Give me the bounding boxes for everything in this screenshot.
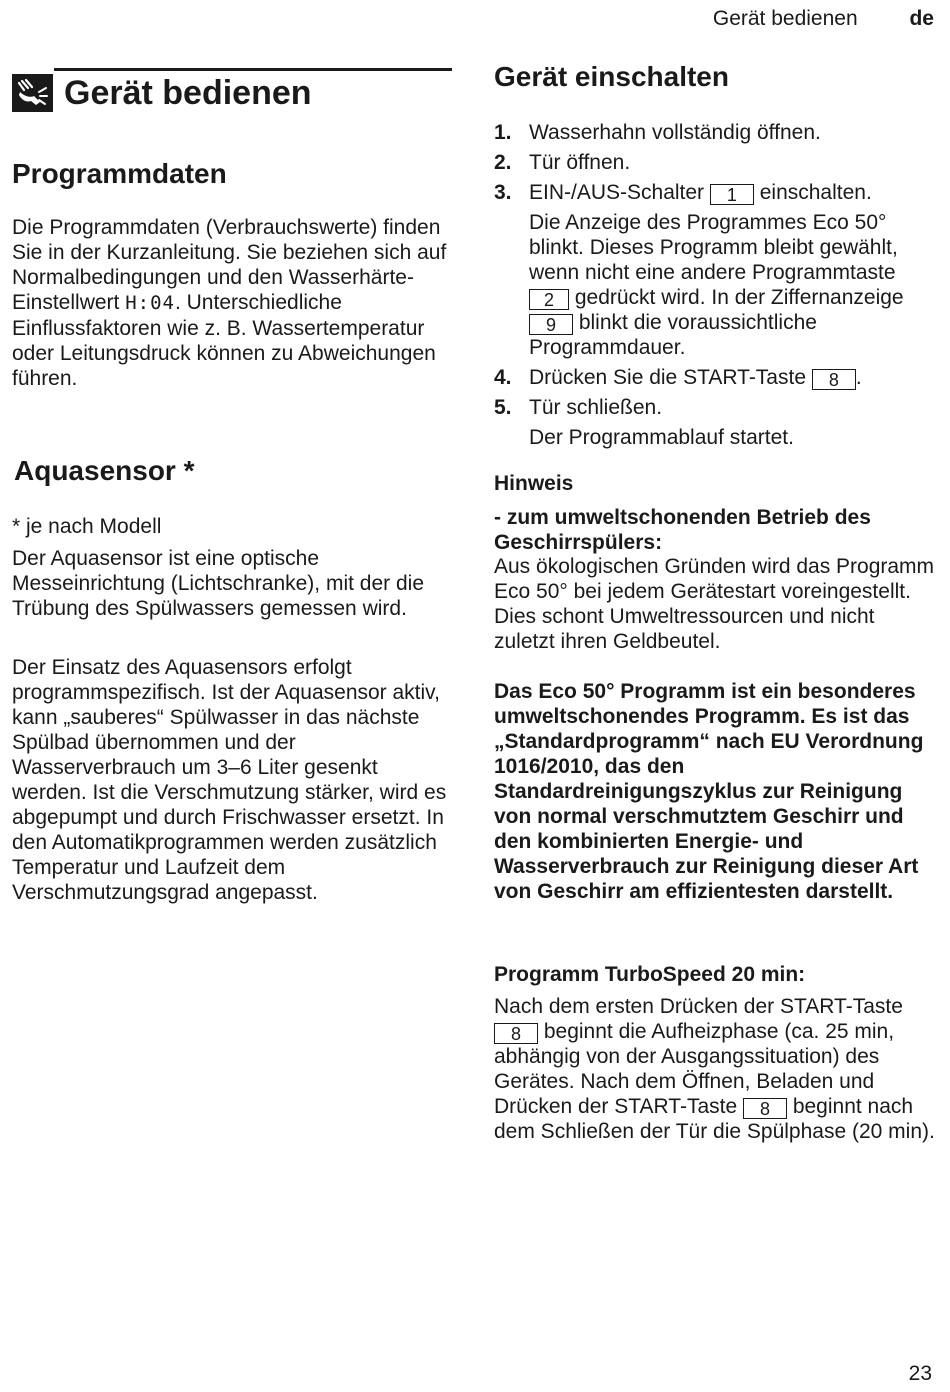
note-title: Hinweis xyxy=(494,472,574,495)
step-2 xyxy=(494,150,938,175)
operating-hand-icon xyxy=(12,74,53,112)
section-heading-einschalten: Gerät einschalten xyxy=(494,61,729,92)
step-1-number: 1. xyxy=(494,121,512,144)
turbospeed-text-b: beginnt die Aufheizphase (ca. 25 min, abhängig von der Ausgangssituation) des Gerätes. Nach dem Öffnen, Beladen und Drücken der START-Taste xyxy=(494,1020,895,1118)
aquasensor-para-1: Der Aquasensor ist eine optische Messeinrichtung (Lichtschranke), mit der die Trübung des Spülwassers gemessen wird. xyxy=(12,547,425,620)
step-4-text-before: Drücken Sie die START-Taste xyxy=(529,366,812,389)
section-heading-programmdaten: Programmdaten xyxy=(12,158,227,189)
running-head-title: Gerät bedienen xyxy=(712,7,858,30)
step-5-detail: Der Programmablauf startet. xyxy=(529,426,794,449)
switch-on-steps xyxy=(494,120,938,450)
step-5-text: Tür schließen. xyxy=(529,396,663,419)
step-3 xyxy=(494,180,938,360)
step-3-text-before: EIN-/AUS-Schalter xyxy=(529,181,710,204)
programmdaten-text-before: Die Programmdaten (Verbrauchswerte) finden Sie in der Kurzanleitung. Sie beziehen sich auf Normalbedingungen und den Wasserhärte-Einstellwert xyxy=(12,216,447,314)
programmdaten-text-after: . Unterschiedliche Einflussfaktoren wie z. B. Wassertemperatur oder Leitungsdruck können zu Abweichungen führen. xyxy=(12,291,436,390)
step-3-number: 3. xyxy=(494,181,512,204)
step-3-detail xyxy=(529,210,938,360)
step-4-number: 4. xyxy=(494,366,512,389)
key-8-start-turbo-2: 8 xyxy=(743,1098,787,1119)
turbospeed-text xyxy=(494,994,938,1144)
key-9-digit-display: 9 xyxy=(529,314,573,335)
language-code: de xyxy=(909,7,934,30)
chapter-rule xyxy=(54,68,452,71)
step-3-detail-b: gedrückt wird. In der Ziffernanzeige xyxy=(569,286,904,309)
step-4 xyxy=(494,365,938,390)
running-head xyxy=(713,6,934,31)
step-3-text-after: einschalten. xyxy=(753,181,872,204)
programmdaten-text xyxy=(12,215,452,391)
step-5 xyxy=(494,395,938,450)
step-2-text: Tür öffnen. xyxy=(529,151,631,174)
turbospeed-text-c: beginnt nach dem Schließen der Tür die Spülphase (20 min). xyxy=(494,1095,935,1143)
note-subtitle: - zum umweltschonenden Betrieb des Geschirrspülers: xyxy=(494,506,871,554)
key-1-onoff: 1 xyxy=(710,184,754,205)
note-para-2: Das Eco 50° Programm ist ein besonderes umweltschonendes Programm. Es ist das „Standardprogramm“ nach EU Verordnung 1016/2010, das den Standardreinigungszyklus zur Reinigung von normal verschmutztem Geschirr und den kombinierten Energie- und Wasserverbrauch zur Reinigung dieser Art von Geschirr am effizientesten darstellt. xyxy=(494,680,924,903)
section-heading-aquasensor: Aquasensor * xyxy=(14,455,195,486)
key-2-program: 2 xyxy=(529,289,569,310)
step-4-text-after: . xyxy=(855,366,862,389)
page-number: 23 xyxy=(908,1362,932,1385)
key-8-start: 8 xyxy=(812,369,856,390)
note-para-1: Aus ökologischen Gründen wird das Programm Eco 50° bei jedem Gerätestart voreingestellt. Dies schont Umweltressourcen und nicht zuletzt ihren Geldbeutel. xyxy=(494,555,935,653)
chapter-title: Gerät bedienen xyxy=(64,74,312,112)
aquasensor-footnote: * je nach Modell xyxy=(12,515,162,538)
step-3-detail-a: Die Anzeige des Programmes Eco 50° blinkt. Dieses Programm bleibt gewählt, wenn nicht eine andere Programmtaste xyxy=(529,211,898,284)
step-2-number: 2. xyxy=(494,151,512,174)
step-1 xyxy=(494,120,938,145)
key-8-start-turbo-1: 8 xyxy=(494,1023,538,1044)
turbospeed-title: Programm TurboSpeed 20 min: xyxy=(494,963,806,986)
step-5-number: 5. xyxy=(494,396,512,419)
step-3-detail-c: blinkt die voraussichtliche Programmdauer. xyxy=(529,311,817,359)
aquasensor-para-2: Der Einsatz des Aquasensors erfolgt programmspezifisch. Ist der Aquasensor aktiv, kann „sauberes“ Spülwasser in das nächste Spülbad übernommen und der Wasserverbrauch um 3–6 Liter gesenkt werden. Ist die Verschmutzung stärker, wird es abgepumpt und durch Frischwasser ersetzt. In den Automatikprogrammen werden zusätzlich Temperatur und Laufzeit dem Verschmutzungsgrad angepasst. xyxy=(12,656,447,904)
turbospeed-text-a: Nach dem ersten Drücken der START-Taste xyxy=(494,995,903,1018)
step-1-text: Wasserhahn vollständig öffnen. xyxy=(529,121,821,144)
hardness-display-value: H:04 xyxy=(125,292,175,314)
